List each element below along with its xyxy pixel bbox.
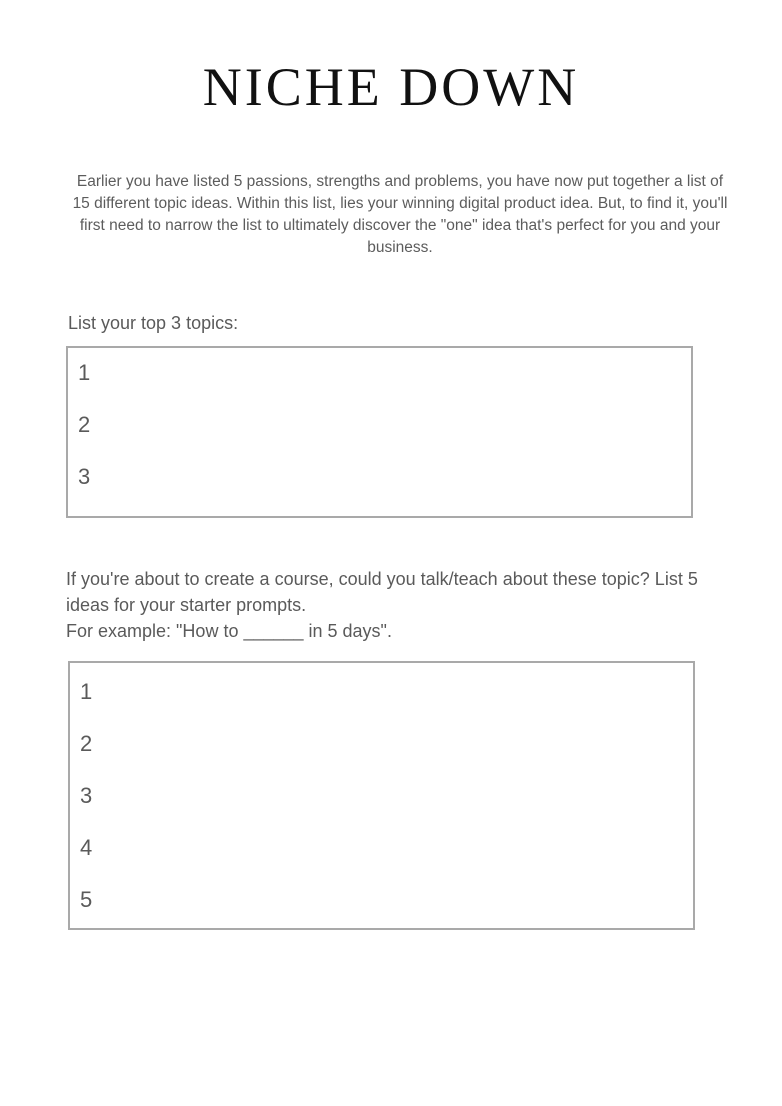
answer-line-number: 4 — [80, 835, 93, 860]
answer-line-number: 5 — [80, 887, 93, 912]
answer-line-number: 1 — [78, 360, 91, 385]
answer-line-number: 2 — [80, 731, 93, 756]
course-ideas-prompt — [66, 566, 726, 644]
answer-line-number: 2 — [78, 412, 91, 437]
course-ideas-answer-box[interactable] — [68, 661, 695, 930]
answer-line-number: 1 — [80, 679, 93, 704]
answer-line-number: 3 — [80, 783, 93, 808]
top-topics-prompt: List your top 3 topics: — [68, 313, 239, 333]
intro-paragraph: Earlier you have listed 5 passions, strengths and problems, you have now put together a list of 15 different topic ideas. Within this list, lies your winning digital product idea. But, to find it, you'll first need to narrow the list to ultimately discover the "one" idea that's perfect for you and your business. — [72, 173, 728, 256]
course-ideas-example: For example: "How to ______ in 5 days". — [66, 621, 392, 641]
course-ideas-prompt-text: If you're about to create a course, could you talk/teach about these topic? List 5 ideas for your starter prompts. — [66, 569, 698, 615]
top-topics-answer-box[interactable] — [66, 346, 693, 518]
answer-line-number: 3 — [78, 464, 91, 489]
page-title: NICHE DOWN — [202, 57, 580, 117]
